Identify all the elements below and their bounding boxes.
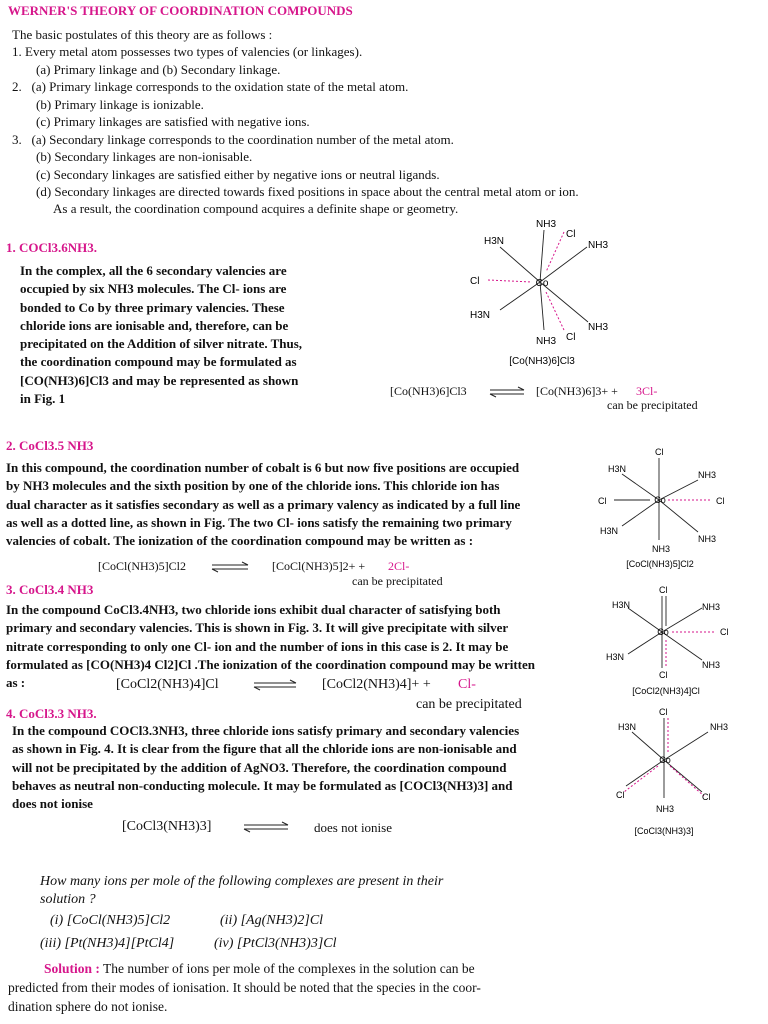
solution-text: The number of ions per mole of the complexes in the solution can be xyxy=(103,961,475,976)
body-line: will not be precipitated by the addition of AgNO3. Therefore, the coordination compound xyxy=(12,759,507,775)
ligand-label: Cl xyxy=(566,229,576,240)
body-line: chloride ions are ionisable and, therefore, can be xyxy=(20,317,289,333)
body-line: the coordination compound may be formulated as xyxy=(20,354,297,370)
ligand-label: Cl xyxy=(470,276,480,287)
ligand-label: Cl xyxy=(702,792,711,802)
co-atom: Co xyxy=(659,755,671,765)
ligand-label: NH3 xyxy=(702,602,721,612)
eq-ion: 3Cl- xyxy=(636,384,658,398)
solution-label: Solution : xyxy=(44,961,100,976)
body-line: as : xyxy=(6,675,26,691)
section-heading: 2. CoCl3.5 NH3 xyxy=(6,438,94,453)
eq-left: [CoCl3(NH3)3] xyxy=(122,819,212,834)
body-line: bonded to Co by three primary valencies. These xyxy=(20,299,285,315)
body-line: as well as a dotted line, as shown in Fig. The two Cl- ions satisfy the remaining two primary xyxy=(6,514,512,530)
body-line: In this compound, the coordination number of cobalt is 6 but now five positions are occupied xyxy=(6,460,520,475)
ligand-label: H3N xyxy=(484,236,505,247)
eq-right: [Co(NH3)6]3+ + xyxy=(536,384,618,398)
eq-ion: Cl- xyxy=(458,677,476,692)
body-line: valencies of cobalt. The ionization of the coordination compound may be written as : xyxy=(6,533,474,549)
section-body xyxy=(6,601,596,692)
postulate-line: 1. Every metal atom possesses two types of valencies (or linkages). xyxy=(12,44,363,59)
question-line: How many ions per mole of the following complexes are present in their xyxy=(40,874,444,889)
postulate-line: (d) Secondary linkages are directed towards fixed positions in space about the central metal atom or ion. xyxy=(36,184,579,199)
section-heading: 4. CoCl3.3 NH3. xyxy=(6,706,97,721)
equilibrium-arrow-icon xyxy=(488,386,526,398)
ligand-label: NH3 xyxy=(536,219,557,230)
section-body xyxy=(6,459,586,550)
question-option: (ii) [Ag(NH3)2]Cl xyxy=(220,913,324,928)
ligand-label: H3N xyxy=(608,464,627,474)
ligand-label: Cl xyxy=(659,585,668,595)
body-line: In the compound CoCl3.4NH3, two chloride ions exhibit dual character of satisfying both xyxy=(6,602,501,617)
question-option: (i) [CoCl(NH3)5]Cl2 xyxy=(50,913,171,928)
ligand-label: Cl xyxy=(659,707,668,717)
ligand-label: NH3 xyxy=(698,534,717,544)
ligand-label: Cl xyxy=(566,332,576,343)
section-heading: 1. COCl3.6NH3. xyxy=(6,240,97,255)
body-line: formulated as [CO(NH3)4 Cl2]Cl .The ionization of the coordination compound may be written xyxy=(6,656,536,672)
ligand-label: NH3 xyxy=(710,722,729,732)
equilibrium-arrow-icon xyxy=(210,561,250,573)
figure-caption: [CoCl3(NH3)3] xyxy=(634,826,694,836)
ligand-label: H3N xyxy=(600,526,619,536)
postulate-line: As a result, the coordination compound acquires a definite shape or geometry. xyxy=(53,201,459,216)
eq-left: [CoCl2(NH3)4]Cl xyxy=(116,677,219,692)
postulate-line: 2. (a) Primary linkage corresponds to the oxidation state of the metal atom. xyxy=(12,79,409,94)
section-body xyxy=(12,722,592,813)
intro-text: The basic postulates of this theory are as follows : xyxy=(12,27,273,42)
section-body xyxy=(20,262,340,408)
postulate-line: (c) Primary linkages are satisfied with negative ions. xyxy=(36,114,310,129)
ligand-label: Cl xyxy=(598,496,607,506)
section-heading: 3. CoCl3.4 NH3 xyxy=(6,582,94,597)
ligand-label: H3N xyxy=(470,310,491,321)
body-line: does not ionise xyxy=(12,796,93,812)
equilibrium-arrow-icon xyxy=(242,821,290,833)
postulate-line: (c) Secondary linkages are satisfied either by negative ions or neutral ligands. xyxy=(36,167,440,182)
ligand-label: NH3 xyxy=(588,322,609,333)
co-atom: Co xyxy=(535,278,549,289)
solution-line xyxy=(44,960,475,978)
eq-ion: 2Cl- xyxy=(388,559,410,573)
postulate-line: 3. (a) Secondary linkage corresponds to the coordination number of the metal atom. xyxy=(12,132,454,147)
co-atom: Co xyxy=(654,495,666,505)
fig2-octahedral-diagram xyxy=(594,442,744,572)
postulate-line: (b) Primary linkage is ionizable. xyxy=(36,97,204,112)
equilibrium-arrow-icon xyxy=(252,679,298,691)
figure-caption: [CoCl(NH3)5]Cl2 xyxy=(626,559,694,569)
eq-right: [CoCl2(NH3)4]+ + xyxy=(322,677,431,692)
body-line: primary and secondary valencies. This is shown in Fig. 3. It will give precipitate with silver xyxy=(6,620,509,636)
ligand-label: NH3 xyxy=(588,240,609,251)
body-line: by NH3 molecules and the sixth position by one of the chloride ions. This chloride ion has xyxy=(6,478,500,494)
eq-note: can be precipitated xyxy=(416,697,522,712)
body-line: as shown in Fig. 4. It is clear from the figure that all the chloride ions are non-ionisable and xyxy=(12,741,517,757)
ligand-label: Cl xyxy=(616,790,625,800)
page-title: WERNER'S THEORY OF COORDINATION COMPOUNDS xyxy=(8,3,353,18)
figure-caption: [Co(NH3)6]Cl3 xyxy=(509,356,575,367)
body-line: precipitated on the Addition of silver nitrate. Thus, xyxy=(20,336,303,352)
ligand-label: Cl xyxy=(720,627,729,637)
eq-right: [CoCl(NH3)5]2+ + xyxy=(272,559,366,573)
eq-left: [CoCl(NH3)5]Cl2 xyxy=(98,559,186,573)
ligand-label: NH3 xyxy=(536,336,557,347)
eq-note: can be precipitated xyxy=(607,398,698,412)
body-line: dual character as it satisfies secondary as well as a primary valency as indicated by a full line xyxy=(6,496,521,512)
body-line: in Fig. 1 xyxy=(20,391,66,407)
body-line: behaves as neutral non-conducting molecule. It may be formulated as [COCl3(NH3)3] and xyxy=(12,777,513,793)
body-line: occupied by six NH3 molecules. The Cl- ions are xyxy=(20,281,287,297)
ligand-label: Cl xyxy=(659,670,668,680)
ligand-label: NH3 xyxy=(702,660,721,670)
figure-caption: [CoCl2(NH3)4]Cl xyxy=(632,686,700,696)
question-option: (iii) [Pt(NH3)4][PtCl4] xyxy=(40,936,175,951)
eq-left: [Co(NH3)6]Cl3 xyxy=(390,384,467,398)
fig4-octahedral-diagram xyxy=(608,702,748,842)
ligand-label: H3N xyxy=(618,722,637,732)
question-option: (iv) [PtCl3(NH3)3]Cl xyxy=(214,936,337,951)
co-atom: Co xyxy=(657,627,669,637)
eq-note: can be precipitated xyxy=(352,574,443,588)
solution-line: dination sphere do not ionise. xyxy=(8,999,168,1014)
body-line: In the complex, all the 6 secondary valencies are xyxy=(20,263,287,278)
ligand-label: H3N xyxy=(612,600,631,610)
fig3-octahedral-diagram xyxy=(604,582,744,698)
postulate-line: (a) Primary linkage and (b) Secondary linkage. xyxy=(36,62,281,77)
ligand-label: NH3 xyxy=(656,804,675,814)
ligand-label: Cl xyxy=(716,496,725,506)
body-line: In the compound COCl3.3NH3, three chloride ions satisfy primary and secondary valencies xyxy=(12,723,520,738)
body-line: [CO(NH3)6]Cl3 and may be represented as shown xyxy=(20,372,299,388)
ligand-label: H3N xyxy=(606,652,625,662)
eq-right: does not ionise xyxy=(314,820,392,835)
fig1-octahedral-diagram xyxy=(460,212,630,372)
solution-line: predicted from their modes of ionisation. It should be noted that the species in the coor- xyxy=(8,980,481,995)
ligand-label: NH3 xyxy=(652,544,671,554)
postulate-line: (b) Secondary linkages are non-ionisable. xyxy=(36,149,253,164)
ligand-label: Cl xyxy=(655,447,664,457)
body-line: nitrate corresponding to only one Cl- ion and the number of ions in this case is 2. It may be xyxy=(6,638,509,654)
ligand-label: NH3 xyxy=(698,470,717,480)
question-line: solution ? xyxy=(40,892,96,907)
